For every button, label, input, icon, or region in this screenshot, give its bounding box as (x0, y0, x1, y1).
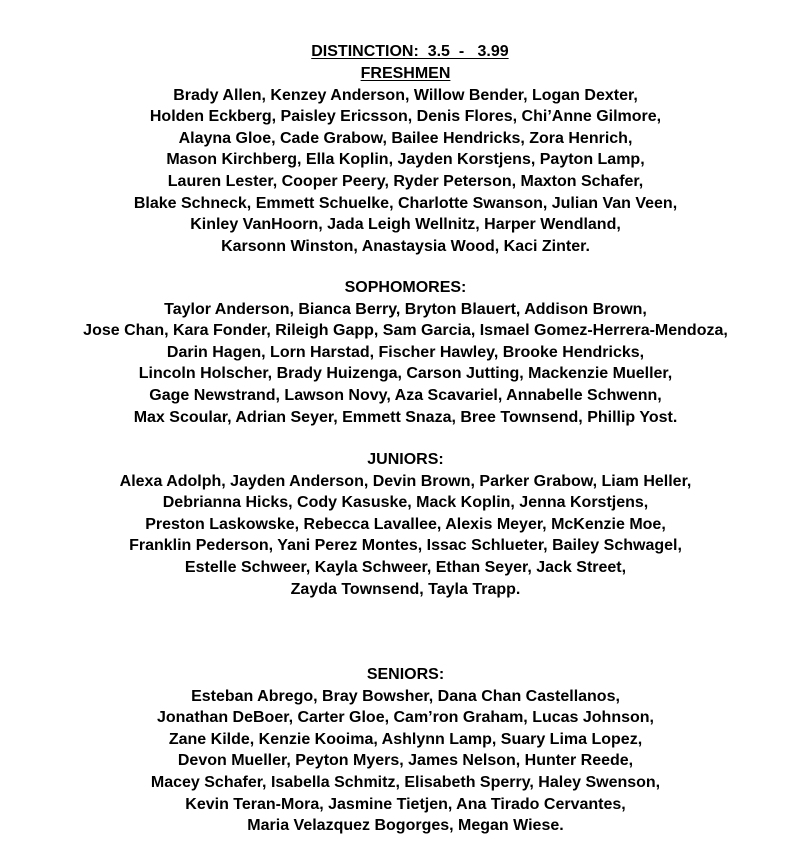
student-names-line: Lincoln Holscher, Brady Huizenga, Carson Jutting, Mackenzie Mueller, (138, 365, 673, 383)
student-names-line: Esteban Abrego, Bray Bowsher, Dana Chan Castellanos, (191, 687, 620, 705)
student-names-line: Alayna Gloe, Cade Grabow, Bailee Hendricks, Zora Henrich, (178, 129, 633, 147)
page-title (0, 19, 811, 62)
student-names-line: Zane Kilde, Kenzie Kooima, Ashlynn Lamp, Suary Lima Lopez, (168, 730, 643, 748)
student-names-line: Mason Kirchberg, Ella Koplin, Jayden Korstjens, Payton Lamp, (166, 151, 645, 169)
student-names-line: Jose Chan, Kara Fonder, Rileigh Gapp, Sam Garcia, Ismael Gomez-Herrera-Mendoza, (83, 322, 728, 340)
student-names-line: Jonathan DeBoer, Carter Gloe, Cam’ron Graham, Lucas Johnson, (156, 709, 654, 727)
section-juniors (0, 449, 811, 600)
student-names-line: Franklin Pederson, Yani Perez Montes, Issac Schlueter, Bailey Schwagel, (129, 537, 682, 555)
section-heading: FRESHMEN (360, 65, 451, 82)
student-names-line: Max Scoular, Adrian Seyer, Emmett Snaza, Bree Townsend, Phillip Yost. (133, 408, 678, 426)
student-names-line: Holden Eckberg, Paisley Ericsson, Denis Flores, Chi’Anne Gilmore, (149, 108, 662, 126)
section-seniors (0, 664, 811, 837)
student-names-line: Gage Newstrand, Lawson Novy, Aza Scavariel, Annabelle Schwenn, (149, 386, 662, 404)
student-names-line: Maria Velazquez Bogorges, Megan Wiese. (247, 817, 564, 835)
student-names-line: Darin Hagen, Lorn Harstad, Fischer Hawley, Brooke Hendricks, (166, 343, 645, 361)
student-names-line: Macey Schafer, Isabella Schmitz, Elisabeth Sperry, Haley Swenson, (150, 773, 661, 791)
student-names-line: Karsonn Winston, Anastaysia Wood, Kaci Zinter. (221, 237, 590, 255)
student-names-line: Devon Mueller, Peyton Myers, James Nelson, Hunter Reede, (177, 752, 634, 770)
distinction-title: DISTINCTION: 3.5 - 3.99 (311, 42, 509, 60)
student-names-line: Debrianna Hicks, Cody Kasuske, Mack Koplin, Jenna Korstjens, (162, 494, 649, 512)
student-names-line: Lauren Lester, Cooper Peery, Ryder Peterson, Maxton Schafer, (167, 172, 644, 190)
student-names-line: Blake Schneck, Emmett Schuelke, Charlotte Swanson, Julian Van Veen, (133, 194, 678, 212)
student-names-line: Alexa Adolph, Jayden Anderson, Devin Brown, Parker Grabow, Liam Heller, (119, 472, 692, 490)
section-heading: SOPHOMORES: (344, 279, 467, 296)
student-names-line: Zayda Townsend, Tayla Trapp. (290, 580, 521, 598)
section-sophomores (0, 277, 811, 428)
section-heading: JUNIORS: (367, 451, 444, 468)
student-names-line: Kinley VanHoorn, Jada Leigh Wellnitz, Harper Wendland, (190, 216, 621, 234)
student-names-line: Taylor Anderson, Bianca Berry, Bryton Blauert, Addison Brown, (164, 300, 647, 318)
student-names-line: Estelle Schweer, Kayla Schweer, Ethan Seyer, Jack Street, (184, 558, 627, 576)
section-heading: SENIORS: (366, 666, 445, 683)
student-names-line: Brady Allen, Kenzey Anderson, Willow Bender, Logan Dexter, (173, 86, 638, 104)
student-names-line: Kevin Teran-Mora, Jasmine Tietjen, Ana Tirado Cervantes, (185, 795, 626, 813)
section-freshmen (0, 63, 811, 257)
student-names-line: Preston Laskowske, Rebecca Lavallee, Alexis Meyer, McKenzie Moe, (145, 515, 666, 533)
